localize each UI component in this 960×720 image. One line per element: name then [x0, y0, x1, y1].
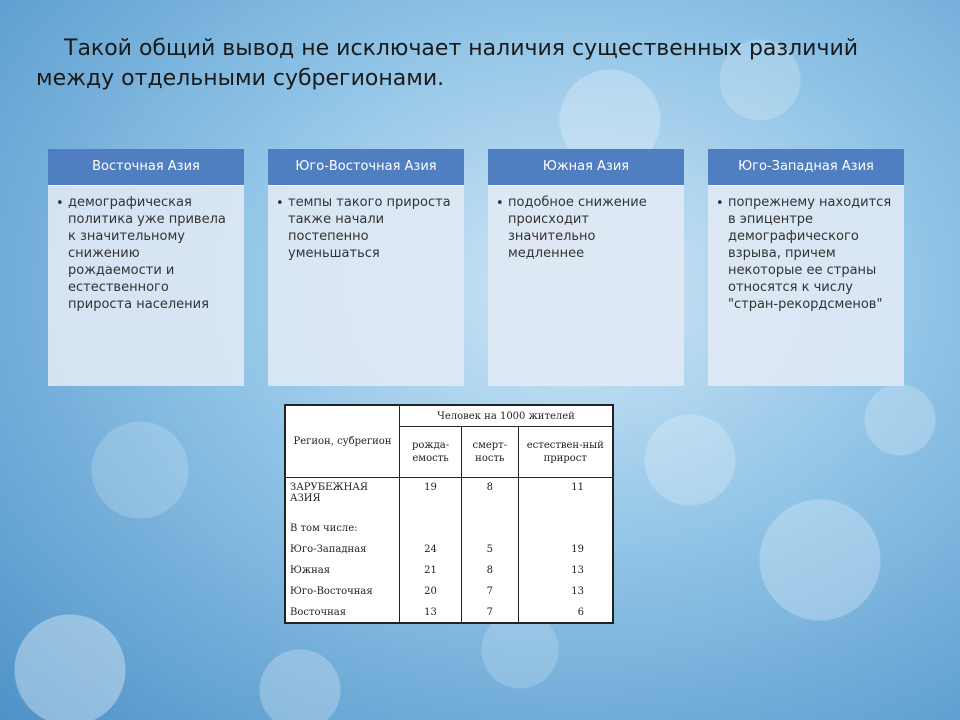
card-body: [488, 185, 684, 386]
bullet-icon: •: [496, 196, 504, 211]
table-row: [286, 581, 612, 602]
card-southeast-asia: [268, 149, 464, 385]
row-name: В том числе:: [286, 518, 400, 539]
bullet-icon: •: [276, 196, 284, 211]
natural-growth-value: 19: [571, 544, 584, 555]
slide-title-line-1: Такой общий вывод не исключает наличия существенных различий: [64, 36, 859, 61]
death-rate-value: 5: [462, 539, 518, 560]
card-body: [708, 185, 904, 386]
row-name: Юго-Западная: [286, 539, 400, 560]
natural-growth-header: естествен-ный прирост: [518, 427, 612, 478]
card-header: Южная Азия: [488, 149, 684, 185]
birth-rate-value: 21: [400, 560, 462, 581]
card-body: [268, 185, 464, 386]
table-row: [286, 539, 612, 560]
death-rate-value: [462, 518, 518, 539]
table-row: [286, 478, 612, 519]
bullet-icon: •: [56, 196, 64, 211]
card-text: демографическая политика уже привела к значительному снижению рождаемости и естественного прироста населения: [68, 195, 226, 312]
birth-rate-value: 20: [400, 581, 462, 602]
card-header: Юго-Восточная Азия: [268, 149, 464, 185]
card-header: Юго-Западная Азия: [708, 149, 904, 185]
table-row: [286, 518, 612, 539]
card-text: темпы такого прироста также начали постепенно уменьшаться: [288, 195, 451, 261]
card-header: Восточная Азия: [48, 149, 244, 185]
slide-title-line-2: между отдельными субрегионами.: [36, 66, 445, 91]
data-table: [286, 406, 612, 623]
natural-growth-value: 6: [577, 607, 584, 618]
death-rate-value: 7: [462, 581, 518, 602]
row-name: Южная: [286, 560, 400, 581]
row-name: Юго-Восточная: [286, 581, 400, 602]
natural-growth-value: 13: [571, 586, 584, 597]
row-name: ЗАРУБЕЖНАЯ АЗИЯ: [286, 478, 400, 519]
row-name: Восточная: [286, 602, 400, 623]
birth-rate-value: 24: [400, 539, 462, 560]
natural-growth-value: 11: [571, 482, 584, 493]
table-row: [286, 602, 612, 623]
slide-title: [36, 34, 916, 94]
death-rate-value: 8: [462, 560, 518, 581]
birth-rate-value: [400, 518, 462, 539]
death-rate-header: смерт-ность: [462, 427, 518, 478]
death-rate-value: 8: [462, 478, 518, 519]
card-east-asia: [48, 149, 244, 385]
card-body: [48, 185, 244, 386]
table-row: [286, 560, 612, 581]
card-southwest-asia: [708, 149, 904, 385]
card-text: попрежнему находится в эпицентре демографического взрыва, причем некоторые ее страны относятся к числу "стран-рекордсменов": [728, 195, 892, 312]
card-south-asia: [488, 149, 684, 385]
region-column-header: Регион, субрегион: [286, 406, 400, 478]
birth-rate-value: 13: [400, 602, 462, 623]
death-rate-value: 7: [462, 602, 518, 623]
bullet-icon: •: [716, 196, 724, 211]
demography-table: [284, 404, 614, 624]
group-column-header: Человек на 1000 жителей: [400, 406, 613, 427]
birth-rate-header: рожда-емость: [400, 427, 462, 478]
natural-growth-value: [518, 518, 612, 539]
birth-rate-value: 19: [400, 478, 462, 519]
natural-growth-value: 13: [571, 565, 584, 576]
card-text: подобное снижение происходит значительно медленнее: [508, 195, 647, 261]
